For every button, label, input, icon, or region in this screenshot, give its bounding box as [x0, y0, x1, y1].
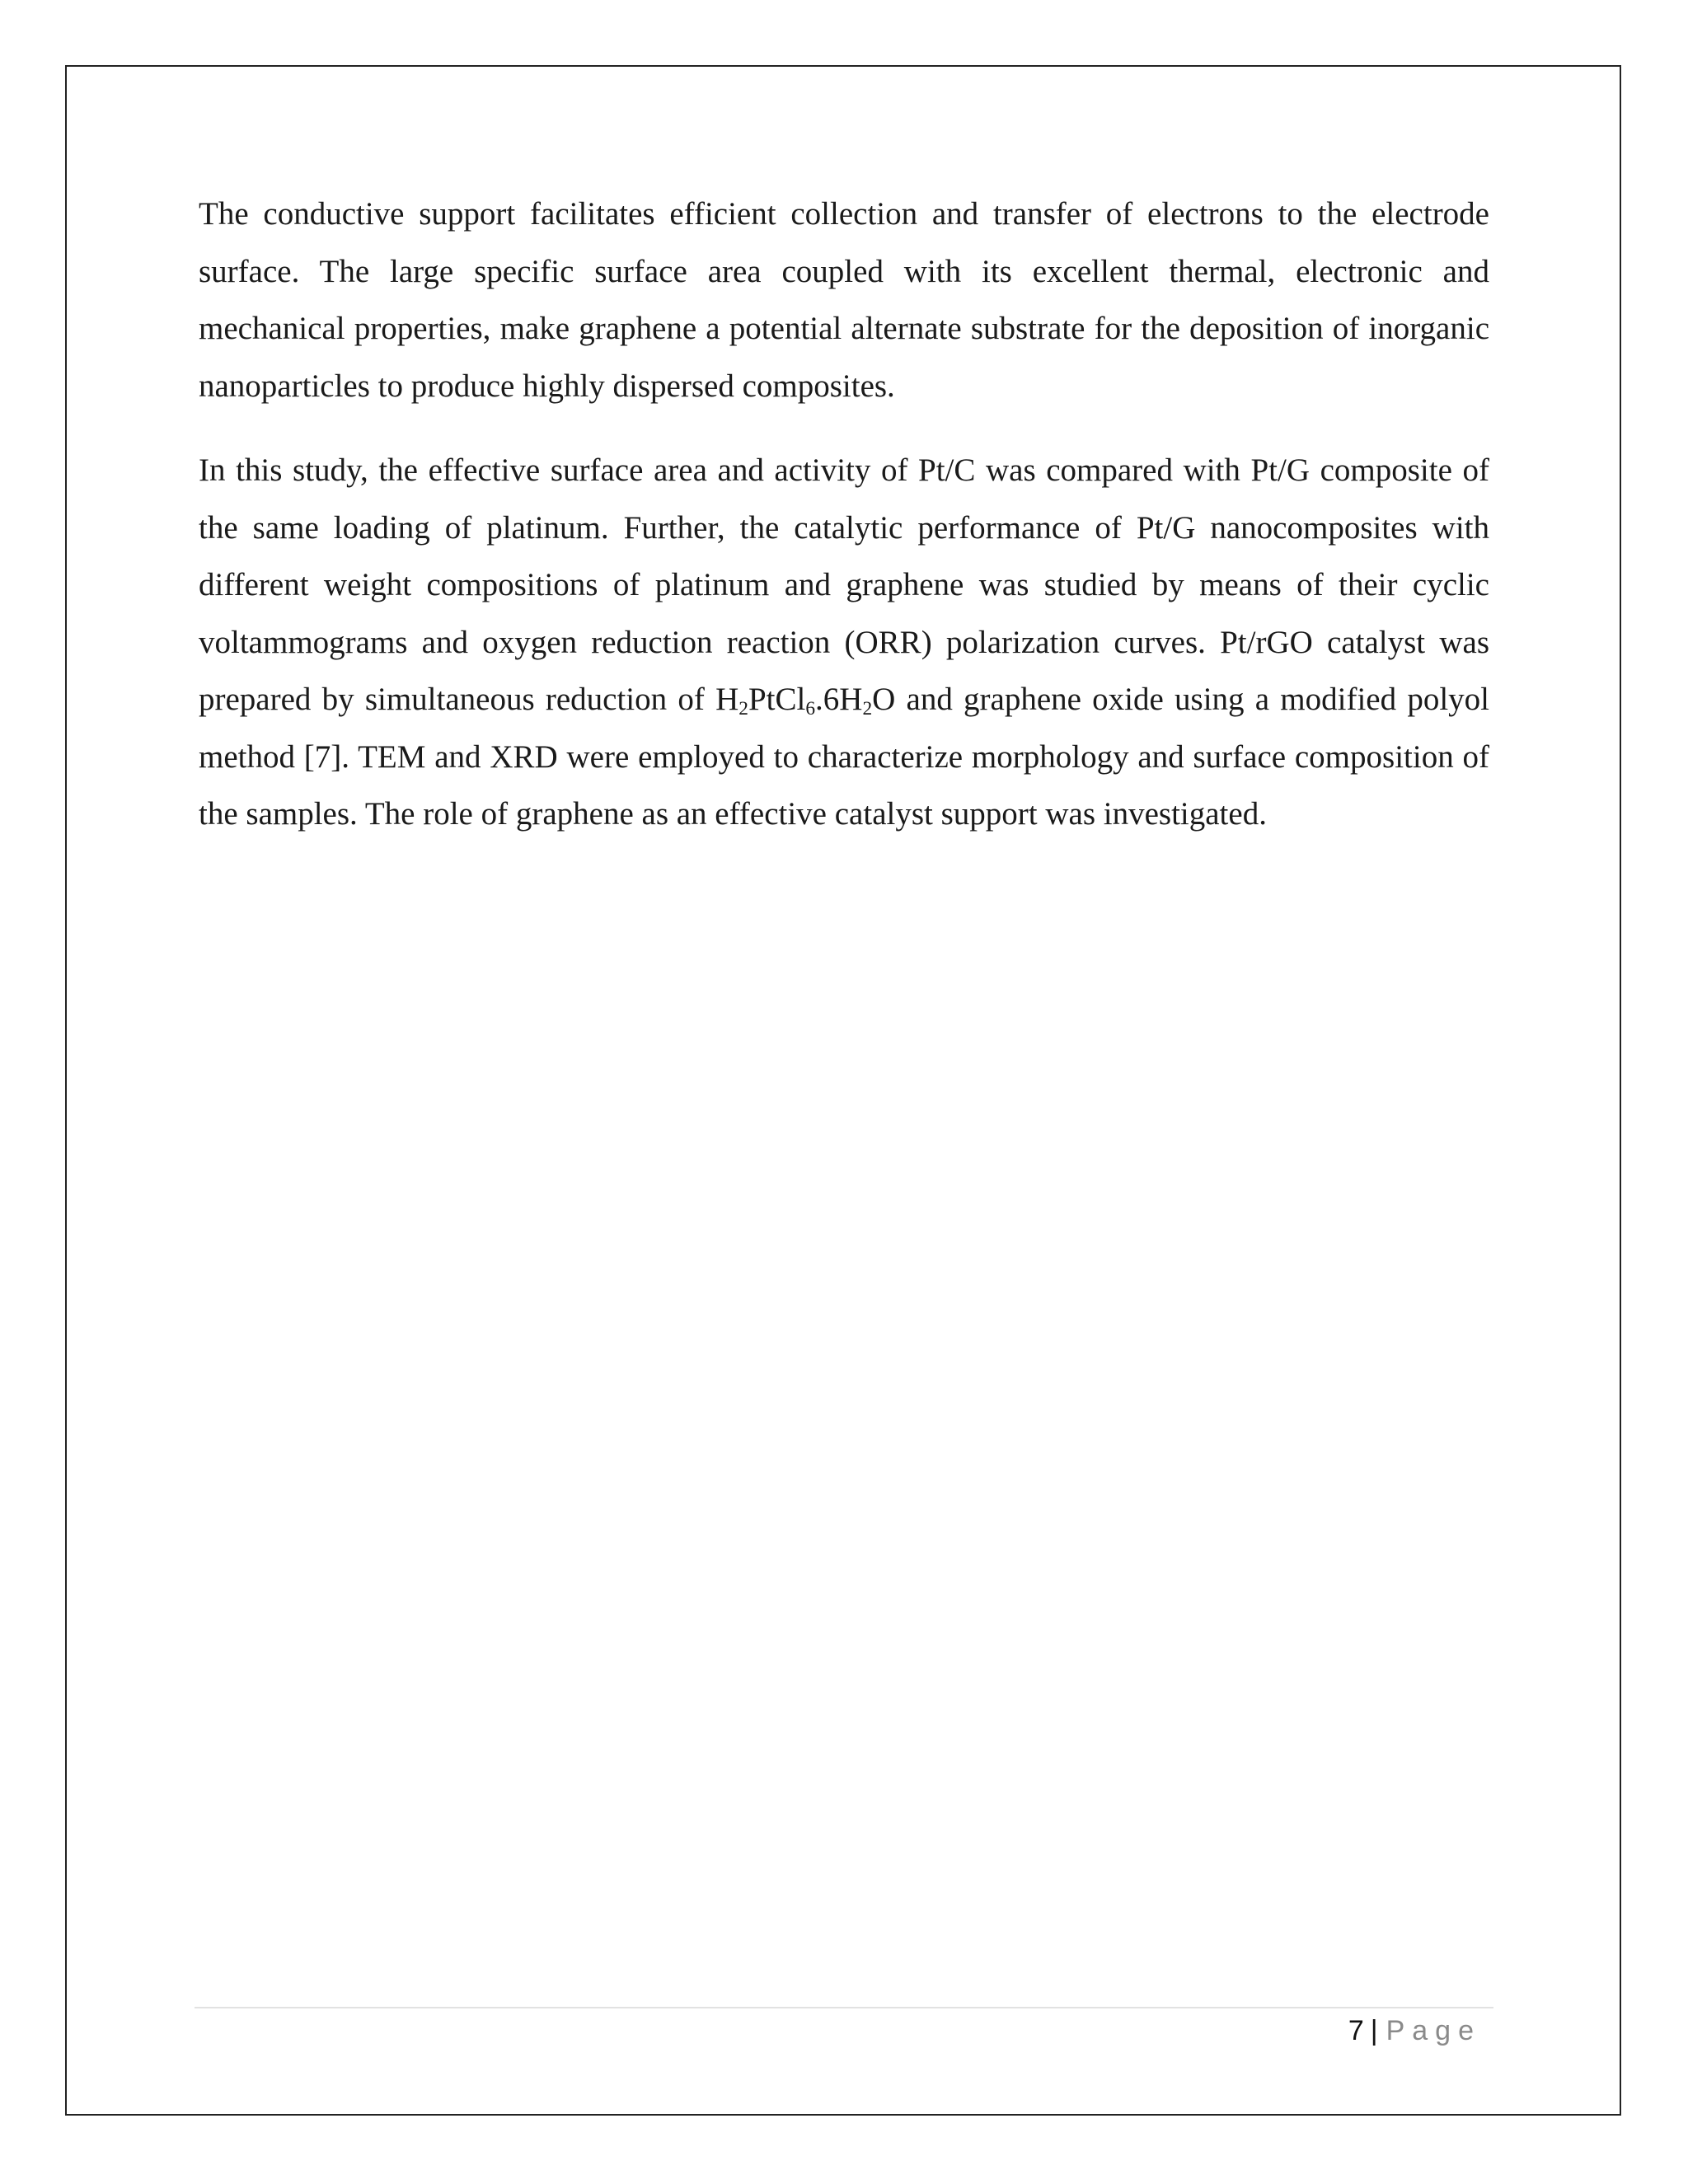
footer-divider	[195, 2007, 1493, 2008]
formula-part: .6H	[815, 682, 863, 717]
page-footer	[1348, 2011, 1481, 2050]
formula-subscript: 2	[862, 697, 873, 719]
formula-subscript: 6	[805, 697, 816, 719]
page-number: 7	[1348, 2015, 1364, 2046]
formula-subscript: 2	[738, 697, 748, 719]
document-body	[199, 185, 1489, 870]
chemical-formula	[715, 682, 895, 717]
formula-part: O	[872, 682, 896, 717]
paragraph-2-text-end: and graphene oxide using a modified polyol method [7]. TEM and XRD were employed to characterize morphology and surface composition of the samples. The role of graphene as an effective catalyst support was investigated.	[199, 682, 1489, 832]
paragraph-2-text-start: In this study, the effective surface area and activity of Pt/C was compared with Pt/G composite of the same loading of platinum. Further, the catalytic performance of Pt/G nanocomposites with different weight compositions of platinum and graphene was studied by means of their cyclic voltammograms and oxygen reduction reaction (ORR) polarization curves. Pt/rGO catalyst was prepared by simultaneous reduction of	[199, 452, 1489, 717]
page-label: Page	[1386, 2015, 1481, 2046]
footer-separator: |	[1370, 2015, 1378, 2046]
paragraph-1: The conductive support facilitates efficient collection and transfer of electrons to the electrode surface. The large specific surface area coupled with its excellent thermal, electronic and mechanical properties, make graphene a potential alternate substrate for the deposition of inorganic nanoparticles to produce highly dispersed composites.	[199, 196, 1489, 404]
formula-part: PtCl	[748, 682, 806, 717]
paragraph-2	[199, 442, 1489, 843]
formula-part: H	[715, 682, 739, 717]
